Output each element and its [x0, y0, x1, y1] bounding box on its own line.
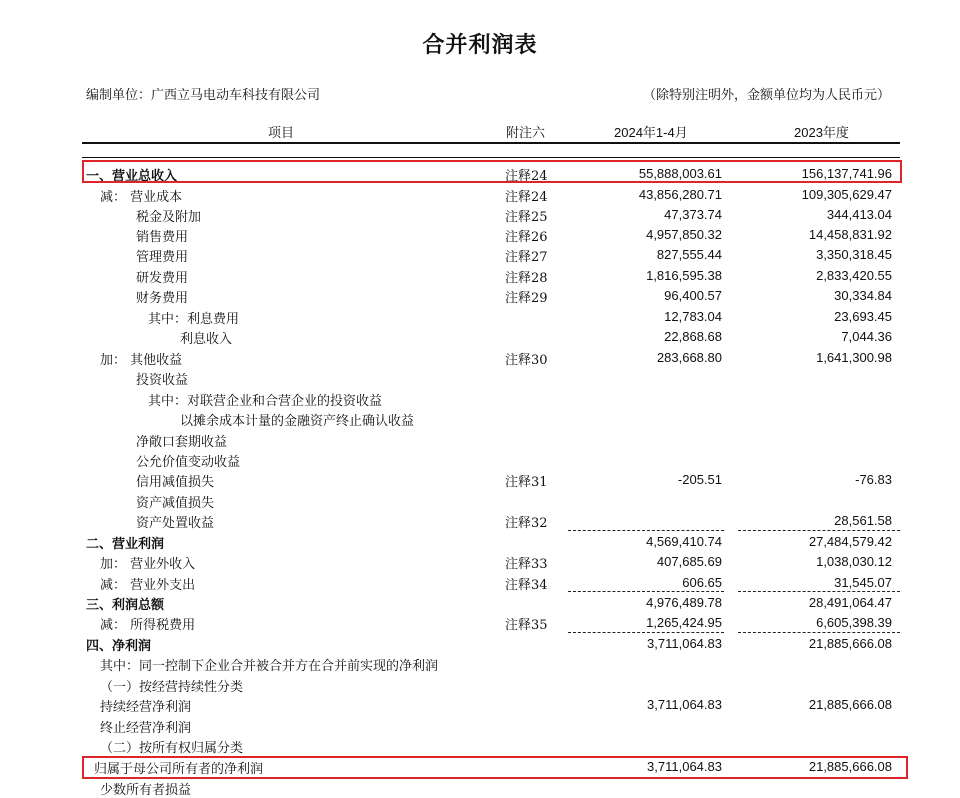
- table-row: [0, 694, 960, 714]
- row-label: 加： 营业外收入: [100, 557, 196, 572]
- row-value-period2: 109,305,629.47: [801, 187, 892, 202]
- table-row: [0, 184, 960, 204]
- row-label: 公允价值变动收益: [136, 455, 241, 470]
- table-row: [0, 715, 960, 735]
- row-value-period1: 22,868.68: [664, 329, 722, 344]
- row-label: 一、营业总收入: [86, 169, 178, 184]
- subtotal-rule: [738, 591, 900, 592]
- table-row: [0, 633, 960, 653]
- row-label: 净敞口套期收益: [136, 435, 228, 450]
- row-value-period1: 96,400.57: [664, 288, 722, 303]
- row-label: 二、营业利润: [86, 537, 165, 552]
- row-value-period1: 407,685.69: [656, 554, 722, 569]
- row-label: （一）按经营持续性分类: [100, 680, 244, 695]
- table-row: [0, 572, 960, 592]
- table-row: [0, 469, 960, 489]
- row-note: 注释29: [505, 291, 548, 306]
- table-row: [0, 285, 960, 305]
- highlight-parent-net-profit: [82, 756, 908, 779]
- row-label: 利息收入: [180, 332, 233, 347]
- row-note: 注释24: [505, 190, 548, 205]
- table-row: [0, 408, 960, 428]
- highlight-total-revenue: [82, 160, 902, 183]
- table-row: [0, 326, 960, 346]
- row-label: 税金及附加: [136, 210, 202, 225]
- row-label: 信用减值损失: [136, 475, 215, 490]
- table-row: [0, 429, 960, 449]
- row-value-period2: 21,885,666.08: [808, 759, 892, 774]
- table-row: [0, 490, 960, 510]
- table-row: [0, 265, 960, 285]
- row-label: 资产减值损失: [136, 496, 215, 511]
- row-value-period1: 4,957,850.32: [646, 227, 722, 242]
- row-value-period2: 30,334.84: [834, 288, 892, 303]
- subtotal-rule: [738, 632, 900, 633]
- row-value-period1: 47,373.74: [664, 207, 722, 222]
- table-row: [0, 612, 960, 632]
- header-note: 附注六: [506, 126, 546, 141]
- row-label: 财务费用: [136, 291, 189, 306]
- table-header-rule: [82, 157, 900, 158]
- row-note: 注释24: [505, 169, 548, 184]
- row-note: 注释31: [505, 475, 548, 490]
- row-value-period2: 1,641,300.98: [816, 350, 892, 365]
- header-period2: 2023年度: [794, 125, 849, 140]
- row-label: （二）按所有权归属分类: [100, 741, 244, 756]
- row-note: 注释26: [505, 230, 548, 245]
- row-value-period2: 1,038,030.12: [816, 554, 892, 569]
- row-label: 减： 营业成本: [100, 190, 183, 205]
- row-value-period1: 606.65: [682, 575, 722, 590]
- table-row: [0, 367, 960, 387]
- table-row: [0, 510, 960, 530]
- table-row: [0, 674, 960, 694]
- row-note: 注释32: [505, 516, 548, 531]
- row-label: 归属于母公司所有者的净利润: [94, 762, 264, 777]
- row-value-period2: 28,491,064.47: [808, 595, 892, 610]
- table-row: [0, 244, 960, 264]
- row-label: 少数所有者损益: [100, 783, 192, 798]
- row-value-period2: -76.83: [855, 472, 892, 487]
- row-label: 研发费用: [136, 271, 189, 286]
- row-label: 其中：对联营企业和合营企业的投资收益: [148, 394, 383, 409]
- table-row: [0, 592, 960, 612]
- row-label: 减： 所得税费用: [100, 618, 196, 633]
- row-label: 其中：利息费用: [148, 312, 240, 327]
- row-value-period2: 6,605,398.39: [816, 615, 892, 630]
- row-value-period1: 4,569,410.74: [646, 534, 722, 549]
- table-row: [0, 531, 960, 551]
- row-label: 减： 营业外支出: [100, 578, 196, 593]
- subtotal-rule: [568, 530, 724, 531]
- row-value-period1: 3,711,064.83: [647, 636, 722, 651]
- row-label: 销售费用: [136, 230, 189, 245]
- currency-note: （除特别注明外，金额单位均为人民币元）: [642, 88, 890, 103]
- row-label: 管理费用: [136, 250, 189, 265]
- row-value-period1: 3,711,064.83: [647, 697, 722, 712]
- table-row: [0, 224, 960, 244]
- row-value-period2: 23,693.45: [834, 309, 892, 324]
- row-value-period2: 27,484,579.42: [808, 534, 892, 549]
- row-value-period2: 7,044.36: [841, 329, 892, 344]
- row-label: 三、利润总额: [86, 598, 165, 613]
- row-value-period2: 21,885,666.08: [808, 636, 892, 651]
- table-row: [0, 449, 960, 469]
- table-row: [0, 347, 960, 367]
- row-value-period2: 344,413.04: [826, 207, 892, 222]
- row-label: 投资收益: [136, 373, 189, 388]
- subtotal-rule: [738, 530, 900, 531]
- subtotal-rule: [568, 591, 724, 592]
- page-title: 合并利润表: [422, 33, 538, 58]
- row-value-period2: 2,833,420.55: [816, 268, 892, 283]
- row-note: 注释25: [505, 210, 548, 225]
- row-label: 资产处置收益: [136, 516, 215, 531]
- compiling-unit: 编制单位：广西立马电动车科技有限公司: [86, 88, 321, 103]
- row-note: 注释28: [505, 271, 548, 286]
- row-value-period1: 12,783.04: [664, 309, 722, 324]
- row-value-period2: 31,545.07: [834, 575, 892, 590]
- row-note: 注释27: [505, 250, 548, 265]
- row-label: 四、净利润: [86, 639, 152, 654]
- header-item: 项目: [268, 126, 295, 141]
- header-period1: 2024年1-4月: [614, 125, 688, 140]
- row-value-period2: 156,137,741.96: [801, 166, 892, 181]
- row-value-period1: 283,668.80: [656, 350, 722, 365]
- row-value-period2: 14,458,831.92: [808, 227, 892, 242]
- table-row: [0, 777, 960, 797]
- table-row: [0, 306, 960, 326]
- row-value-period1: -205.51: [677, 472, 722, 487]
- subtotal-rule: [568, 632, 724, 633]
- row-label: 持续经营净利润: [100, 700, 192, 715]
- table-row: [0, 653, 960, 673]
- table-row: [0, 204, 960, 224]
- row-note: 注释35: [505, 618, 548, 633]
- table-row: [0, 551, 960, 571]
- row-value-period1: 1,265,424.95: [646, 615, 722, 630]
- row-label: 以摊余成本计量的金融资产终止确认收益: [180, 414, 415, 429]
- row-label: 终止经营净利润: [100, 721, 192, 736]
- row-label: 加： 其他收益: [100, 353, 183, 368]
- row-value-period1: 827,555.44: [656, 247, 722, 262]
- row-label: 其中：同一控制下企业合并被合并方在合并前实现的净利润: [100, 659, 439, 674]
- row-value-period1: 55,888,003.61: [638, 166, 722, 181]
- row-note: 注释33: [505, 557, 548, 572]
- row-note: 注释30: [505, 353, 548, 368]
- row-value-period1: 4,976,489.78: [646, 595, 722, 610]
- row-value-period1: 3,711,064.83: [647, 759, 722, 774]
- row-note: 注释34: [505, 578, 548, 593]
- table-row: [0, 388, 960, 408]
- row-value-period1: 1,816,595.38: [646, 268, 722, 283]
- row-value-period2: 21,885,666.08: [808, 697, 892, 712]
- table-row: [0, 735, 960, 755]
- row-value-period1: 43,856,280.71: [638, 187, 722, 202]
- row-value-period2: 28,561.58: [834, 513, 892, 528]
- row-value-period2: 3,350,318.45: [816, 247, 892, 262]
- table-top-rule: [82, 142, 900, 144]
